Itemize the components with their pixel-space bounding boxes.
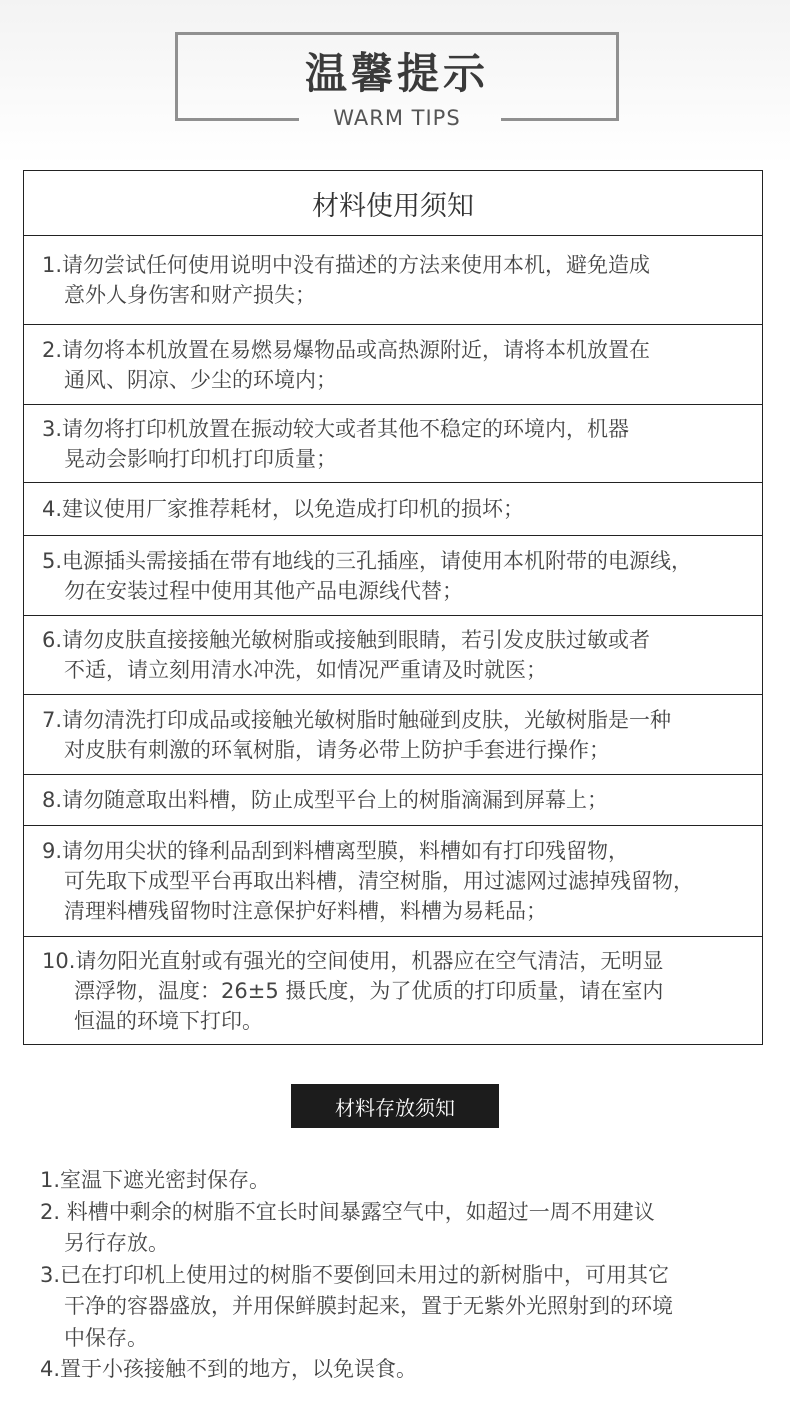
row-line: 通风、阴凉、少尘的环境内； — [64, 367, 337, 392]
table-row — [24, 695, 762, 775]
usage-notice-table — [23, 170, 763, 1045]
row-line: 1.请勿尝试任何使用说明中没有描述的方法来使用本机，避免造成 — [42, 253, 651, 277]
page-title: 温馨提示 — [304, 49, 489, 98]
list-item: 1.室温下遮光密封保存。 — [40, 1168, 271, 1192]
row-line: 5.电源插头需接插在带有地线的三孔插座，请使用本机附带的电源线， — [42, 548, 693, 573]
list-item: 另行存放。 — [64, 1231, 169, 1255]
table-row — [24, 616, 762, 695]
list-item: 3.已在打印机上使用过的树脂不要倒回未用过的新树脂中，可用其它 — [40, 1262, 670, 1287]
row-line: 不适，请立刻用清水冲洗，如情况严重请及时就医； — [64, 658, 547, 682]
row-line: 对皮肤有刺激的环氧树脂，请务必带上防护手套进行操作； — [64, 737, 610, 762]
table-row — [24, 405, 762, 483]
list-item: 干净的容器盛放，并用保鲜膜封起来，置于无紫外光照射到的环境 — [64, 1294, 673, 1318]
list-item: 4.置于小孩接触不到的地方，以免误食。 — [40, 1357, 418, 1381]
row-line: 清理料槽残留物时注意保护好料槽，料槽为易耗品； — [64, 899, 547, 923]
table-row — [24, 236, 762, 325]
page-subtitle: WARM TIPS — [333, 106, 461, 130]
list-item: 2. 料槽中剩余的树脂不宜长时间暴露空气中，如超过一周不用建议 — [40, 1199, 655, 1224]
row-line: 勿在安装过程中使用其他产品电源线代替； — [64, 578, 463, 603]
storage-notice-list — [40, 1165, 770, 1386]
row-line: 可先取下成型平台再取出料槽，清空树脂，用过滤网过滤掉残留物， — [64, 869, 694, 893]
row-line: 7.请勿清洗打印成品或接触光敏树脂时触碰到皮肤，光敏树脂是一种 — [42, 707, 672, 732]
row-line: 10.请勿阳光直射或有强光的空间使用，机器应在空气清洁，无明显 — [42, 948, 664, 973]
table-row — [24, 483, 762, 536]
storage-notice-title: 材料存放须知 — [291, 1084, 499, 1128]
row-line: 9.请勿用尖状的锋利品刮到料槽离型膜，料槽如有打印残留物， — [42, 839, 630, 863]
table-row — [24, 325, 762, 405]
list-item: 中保存。 — [64, 1325, 148, 1350]
row-line: 6.请勿皮肤直接接触光敏树脂或接触到眼睛，若引发皮肤过敏或者 — [42, 628, 651, 652]
row-line: 意外人身伤害和财产损失； — [64, 283, 316, 307]
table-row — [24, 536, 762, 616]
row-line: 4.建议使用厂家推荐耗材，以免造成打印机的损坏； — [42, 497, 525, 521]
row-line: 晃动会影响打印机打印质量； — [64, 446, 337, 471]
table-row — [24, 775, 762, 826]
usage-notice-title: 材料使用须知 — [24, 171, 762, 236]
table-row — [24, 937, 762, 1044]
row-line: 恒温的环境下打印。 — [74, 1008, 263, 1033]
row-line: 2.请勿将本机放置在易燃易爆物品或高热源附近，请将本机放置在 — [42, 337, 651, 362]
row-line: 漂浮物，温度：26±5 摄氏度，为了优质的打印质量，请在室内 — [74, 978, 664, 1003]
row-line: 3.请勿将打印机放置在振动较大或者其他不稳定的环境内，机器 — [42, 416, 630, 441]
row-line: 8.请勿随意取出料槽，防止成型平台上的树脂滴漏到屏幕上； — [42, 788, 609, 812]
table-row — [24, 826, 762, 937]
